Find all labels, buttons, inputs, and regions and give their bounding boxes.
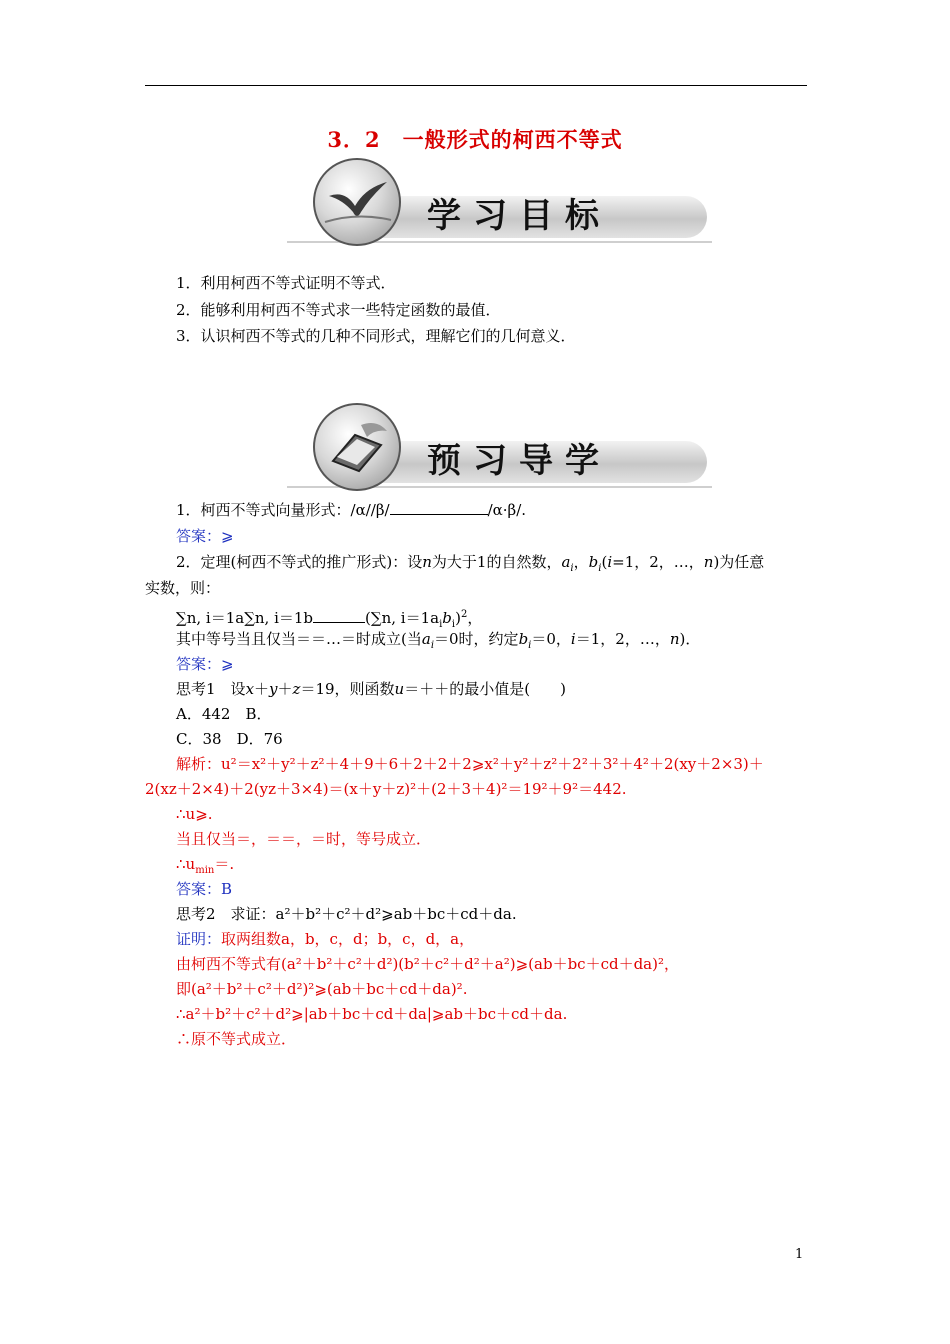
goal-item: 2．能够利用柯西不等式求一些特定函数的最值． (176, 301, 501, 319)
think-2-question (176, 902, 517, 927)
math-var: b (588, 553, 599, 571)
solution-label: 解析： (176, 755, 222, 773)
math-var: u (394, 680, 405, 698)
goal-item: 1．利用柯西不等式证明不等式． (176, 274, 396, 292)
answer-value: B (221, 880, 233, 898)
proof-text: 取两组数a，b，c，d；b，c，d，a， (221, 930, 475, 948)
question-1-left: /α//β/ (350, 501, 390, 519)
text-run: ＝19，则函数 (300, 680, 395, 698)
math-var: n (669, 630, 680, 648)
header-rule (145, 85, 807, 86)
math-var: a (421, 630, 431, 648)
math-var: b (442, 609, 452, 627)
math-sub: i (451, 619, 456, 630)
solution-1-line-1 (176, 752, 764, 777)
solution-text: u²＝x²＋y²＋z²＋4＋9＋6＋2＋2＋2⩾x²＋y²＋z²＋2²＋3²＋4²＋2(xy＋2×3)＋ (221, 755, 764, 773)
text-run: 其中等号当且仅当＝＝…＝时成立(当 (176, 630, 422, 648)
answer-think-1 (176, 877, 232, 902)
math-var: i (570, 630, 576, 648)
math-sub: i (598, 563, 602, 574)
proof-2-line-1 (176, 927, 474, 952)
text-run: 2．定理(柯西不等式的推广形式)：设 (176, 553, 423, 571)
math-sub: i (570, 563, 574, 574)
text-run: )为任意 (713, 553, 765, 571)
learning-goals-banner (277, 156, 712, 244)
math-var: n (422, 553, 432, 571)
think-label: 思考2 (176, 905, 216, 923)
question-2-line-1: 2．定理(柯西不等式的推广形式)：设n为大于1的自然数，$a_i$，$b_i(i=1$，2，…，n)为任意 (176, 553, 765, 574)
books-emblem-icon (313, 403, 401, 491)
question-2-line-4 (176, 627, 700, 658)
answer-label: 答案： (176, 655, 222, 673)
math-sub: min (195, 865, 215, 876)
text-run: )． (679, 630, 701, 648)
think-1-options-ab: A．442 B． (176, 705, 272, 723)
answer-2 (176, 652, 234, 677)
text-run: 设 (215, 680, 246, 698)
text-run: ， (467, 609, 483, 627)
math-sub: i (528, 640, 532, 651)
text-run: ＋ (254, 680, 270, 698)
banner-title: 学习目标 (427, 196, 611, 236)
text-run: ＝0， (531, 630, 571, 648)
text-run: 为大于1的自然数， (431, 553, 562, 571)
math-var: a (561, 553, 571, 571)
answer-label: 答案： (176, 880, 222, 898)
solution-1-line-3: ∴u⩾. (176, 805, 213, 823)
banner-title: 预习导学 (427, 441, 611, 481)
solution-1-line-2: 2(xz＋2×4)＋2(yz＋3×4)＝(x＋y＋z)²＋(2＋3＋4)²＝19²＋9²＝442. (145, 780, 627, 798)
math-var: b (518, 630, 529, 648)
text-run: ) (455, 609, 461, 627)
question-2-line-2: 实数，则： (145, 579, 221, 597)
proof-2-line-4: ∴a²＋b²＋c²＋d²⩾|ab＋bc＋cd＋da|⩾ab＋bc＋cd＋da. (176, 1005, 568, 1023)
formula-right: (∑n, i＝1a (365, 609, 440, 627)
answer-1 (176, 524, 234, 549)
math-sub: i (430, 640, 435, 651)
text-run: ＝＋＋的最小值是( ) (404, 680, 566, 698)
math-var: y (269, 680, 278, 698)
text-run: 求证：a²＋b²＋c²＋d²⩾ab＋bc＋cd＋da. (215, 905, 517, 923)
text-run: =1，2，…， (612, 553, 704, 571)
think-1-question (176, 677, 566, 702)
bird-emblem-icon (313, 158, 401, 246)
text-run: ＝1，2，…， (575, 630, 670, 648)
answer-label: 答案： (176, 527, 222, 545)
text-run: ＝. (214, 855, 235, 873)
text-run: ＋ (277, 680, 293, 698)
goal-item: 3．认识柯西不等式的几种不同形式，理解它们的几何意义． (176, 327, 576, 345)
page-title: 3．2 一般形式的柯西不等式 (327, 127, 623, 152)
page-number: 1 (795, 1247, 804, 1262)
math-sup: 2 (460, 609, 468, 620)
proof-2-line-2: 由柯西不等式有(a²＋b²＋c²＋d²)(b²＋c²＋d²＋a²)⩾(ab＋bc＋cd＋da)²， (176, 955, 679, 973)
text-run: ∴u (176, 855, 196, 873)
question-1-right: /α·β/. (487, 501, 527, 519)
proof-2-line-5: ∴原不等式成立． (176, 1030, 297, 1048)
question-1 (176, 498, 526, 523)
solution-1-line-4: 当且仅当＝，＝＝，＝时，等号成立． (176, 830, 432, 848)
proof-label: 证明： (176, 930, 222, 948)
question-1-prefix: 1．柯西不等式向量形式： (176, 501, 351, 519)
math-sub: i (439, 619, 443, 630)
preview-banner (277, 401, 712, 489)
fill-blank (313, 606, 365, 623)
answer-value: ⩾ (221, 655, 234, 673)
answer-value: ⩾ (221, 527, 234, 545)
think-1-options-cd: C．38 D．76 (176, 730, 283, 748)
math-var: i (607, 553, 613, 571)
proof-2-line-3: 即(a²＋b²＋c²＋d²)²⩾(ab＋bc＋cd＋da)². (176, 980, 468, 998)
think-label: 思考1 (176, 680, 216, 698)
math-var: z (292, 680, 301, 698)
text-run: ＝0时，约定 (434, 630, 519, 648)
formula-left: ∑n, i＝1a∑n, i＝1b (176, 609, 314, 627)
math-var: x (245, 680, 255, 698)
math-var: n (703, 553, 714, 571)
fill-blank (390, 498, 488, 515)
text-run: ( (601, 553, 608, 571)
